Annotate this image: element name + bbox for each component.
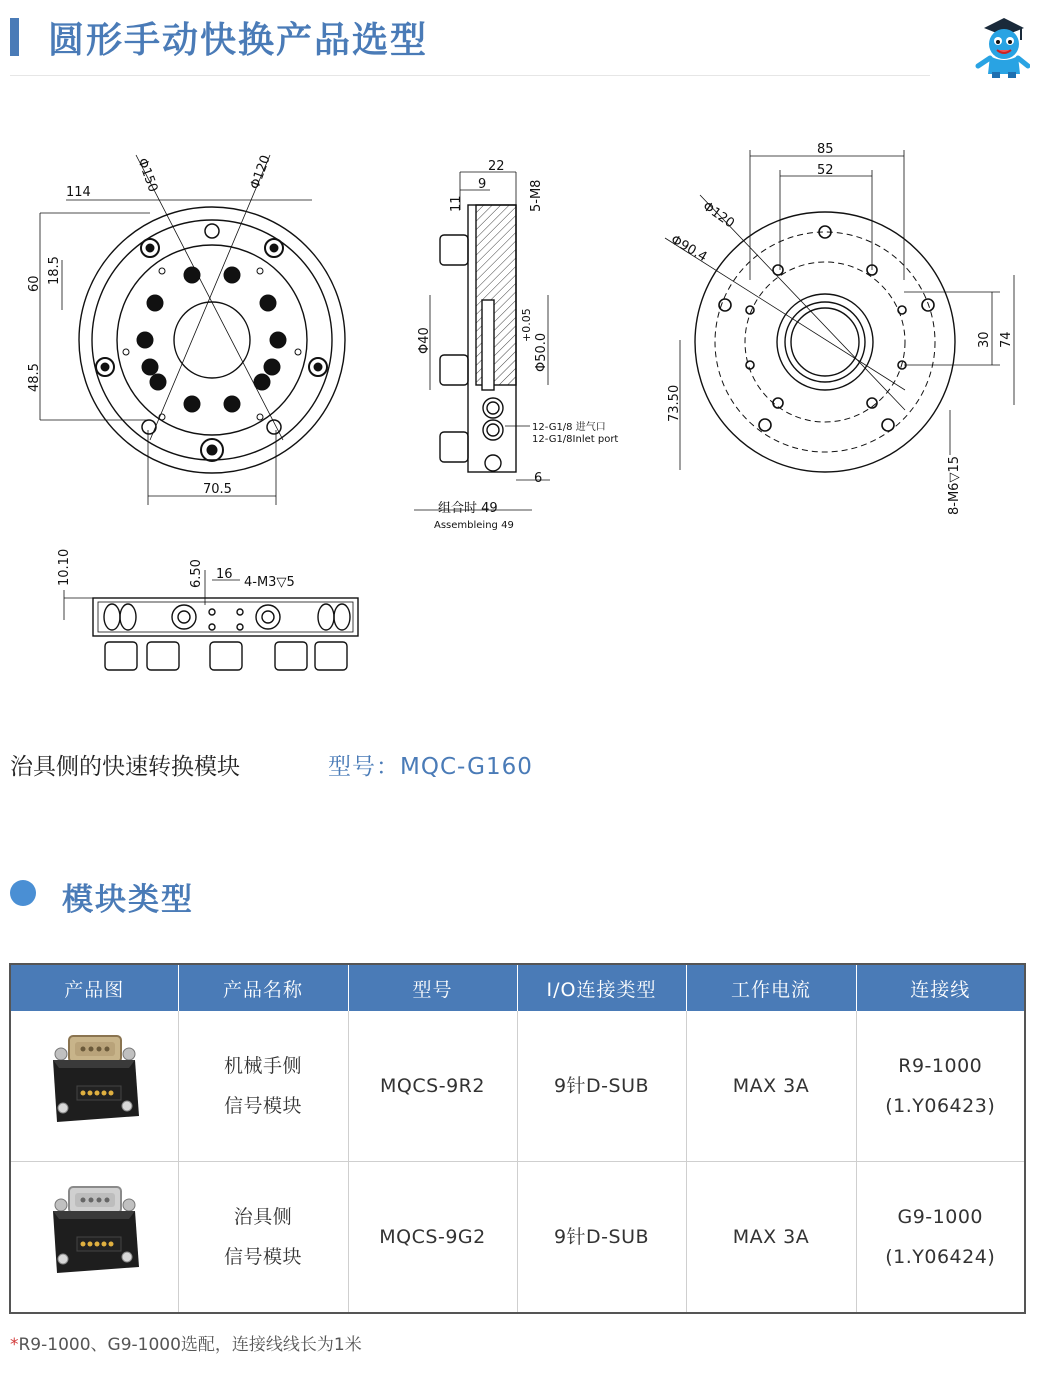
header-model: 型号 <box>348 964 517 1011</box>
section-bullet-icon <box>10 880 36 906</box>
svg-text:6: 6 <box>534 471 543 486</box>
io-type-cell: 9针D-SUB <box>517 1011 686 1162</box>
svg-text:52: 52 <box>817 163 834 178</box>
header-io: I/O连接类型 <box>517 964 686 1011</box>
back-view-holes <box>719 226 934 431</box>
robot-side-signal-module-image <box>39 1024 149 1134</box>
svg-text:10.10: 10.10 <box>57 548 72 586</box>
cable-cell: G9-1000 (1.Y06424) <box>856 1162 1025 1314</box>
front-view-labels <box>27 153 274 497</box>
footnote-text: R9-1000、G9-1000选配，连接线线长为1米 <box>18 1335 362 1355</box>
svg-text:70.5: 70.5 <box>203 482 232 497</box>
svg-text:Φ40: Φ40 <box>417 327 432 354</box>
product-name-cell: 治具侧 信号模块 <box>178 1162 348 1314</box>
svg-text:组合时 49: 组合时 49 <box>438 501 498 516</box>
product-image-cell <box>10 1011 178 1162</box>
product-model: 型号：MQC-G160 <box>328 754 533 780</box>
header-image: 产品图 <box>10 964 178 1011</box>
io-type-cell: 9针D-SUB <box>517 1162 686 1314</box>
current-cell: MAX 3A <box>686 1011 856 1162</box>
product-image-cell <box>10 1162 178 1314</box>
title-accent-bar <box>10 18 19 56</box>
table-header-row <box>10 964 1025 1011</box>
module-type-table <box>9 963 1026 1314</box>
svg-text:4-M3▽5: 4-M3▽5 <box>244 575 295 590</box>
svg-text:18.5: 18.5 <box>47 256 62 285</box>
footnote-star: * <box>10 1335 19 1355</box>
header-name: 产品名称 <box>178 964 348 1011</box>
front-view-holes <box>96 224 327 461</box>
svg-text:30: 30 <box>977 331 992 348</box>
svg-text:73.50: 73.50 <box>667 384 682 422</box>
svg-text:60: 60 <box>27 275 42 292</box>
svg-text:16: 16 <box>216 567 233 582</box>
svg-text:74: 74 <box>999 331 1014 348</box>
svg-text:Φ120: Φ120 <box>247 153 274 192</box>
svg-text:22: 22 <box>488 159 505 174</box>
model-cell: MQCS-9G2 <box>348 1162 517 1314</box>
fixture-side-signal-module-image <box>39 1175 149 1285</box>
page-title: 圆形手动快换产品选型 <box>48 20 429 61</box>
mascot-logo-icon <box>970 14 1030 80</box>
svg-text:48.5: 48.5 <box>27 363 42 392</box>
cable-cell: R9-1000 (1.Y06423) <box>856 1011 1025 1162</box>
product-name-cell: 机械手侧 信号模块 <box>178 1011 348 1162</box>
model-cell: MQCS-9R2 <box>348 1011 517 1162</box>
svg-text:12-G1/8Inlet port: 12-G1/8Inlet port <box>532 434 619 445</box>
svg-text:6.50: 6.50 <box>189 559 204 588</box>
current-cell: MAX 3A <box>686 1162 856 1314</box>
svg-text:9: 9 <box>478 177 487 192</box>
back-view-drawing <box>665 150 1014 472</box>
table-row <box>10 1162 1025 1314</box>
svg-text:Φ150: Φ150 <box>134 156 161 195</box>
svg-text:11: 11 <box>449 195 464 212</box>
svg-text:85: 85 <box>817 142 834 157</box>
front-view-drawing <box>40 155 345 505</box>
technical-drawings <box>0 120 1037 700</box>
svg-text:5-M8: 5-M8 <box>529 179 544 212</box>
svg-text:+0.05: +0.05 <box>520 308 533 342</box>
svg-text:Φ50.0: Φ50.0 <box>534 332 549 372</box>
table-row <box>10 1011 1025 1162</box>
side-view-labels <box>417 159 618 531</box>
svg-text:8-M6▽15: 8-M6▽15 <box>947 456 962 515</box>
header-cable: 连接线 <box>856 964 1025 1011</box>
svg-text:Φ120: Φ120 <box>699 198 738 232</box>
svg-text:114: 114 <box>66 185 91 200</box>
bottom-view-labels <box>57 549 295 590</box>
svg-text:12-G1/8 进气口: 12-G1/8 进气口 <box>532 422 606 433</box>
section-title: 模块类型 <box>62 882 194 918</box>
back-view-labels <box>667 142 1014 515</box>
svg-text:Assembleing 49: Assembleing 49 <box>434 520 514 531</box>
header-current: 工作电流 <box>686 964 856 1011</box>
footnote <box>10 1330 362 1355</box>
title-divider <box>10 75 930 76</box>
bottom-view-drawing <box>64 570 358 670</box>
svg-text:Φ90.4: Φ90.4 <box>668 232 710 266</box>
product-name: 治具侧的快速转换模块 <box>10 754 240 780</box>
